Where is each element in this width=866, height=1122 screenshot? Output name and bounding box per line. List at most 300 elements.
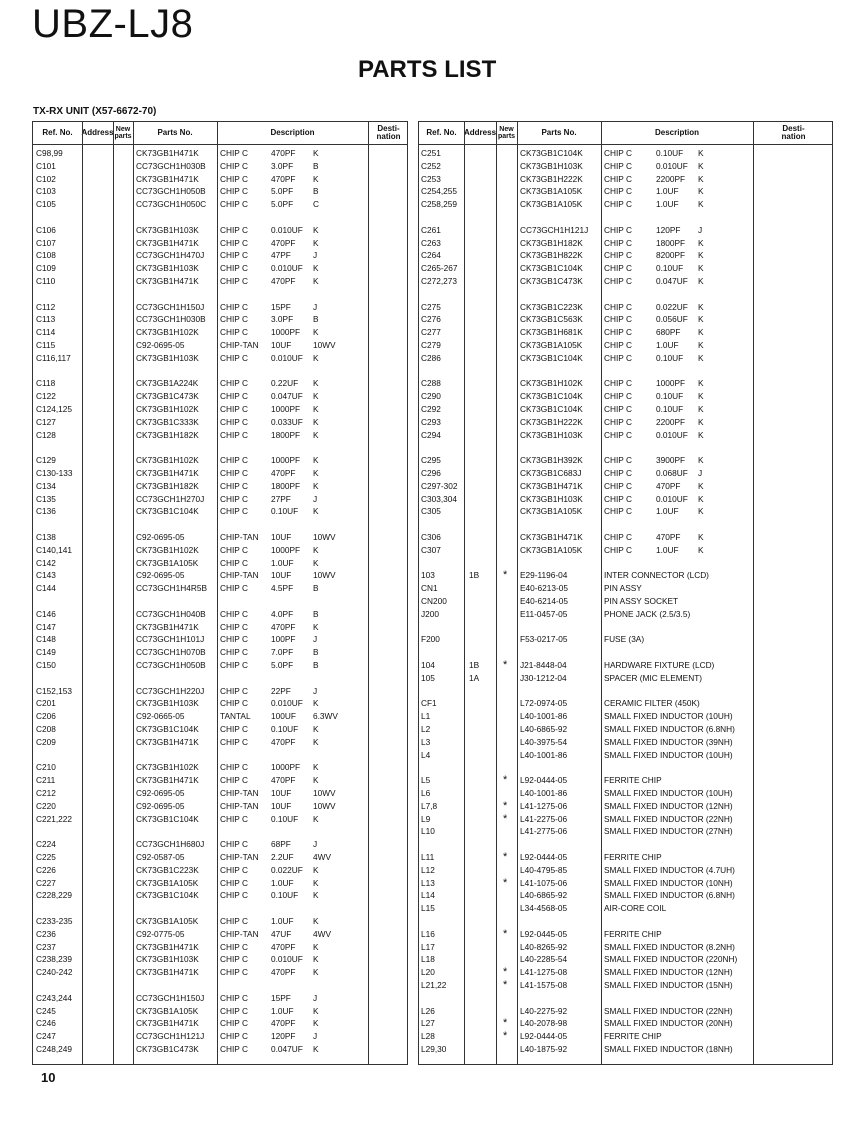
- table-row: [419, 659, 832, 672]
- parts-no: CK73GB1H103K: [520, 160, 583, 171]
- table-row: [419, 326, 832, 339]
- table-row: [33, 633, 407, 646]
- table-row: [419, 198, 832, 211]
- ref-no: C224: [36, 839, 56, 850]
- description: CHIP C: [220, 263, 248, 274]
- table-row: [419, 749, 832, 762]
- description: CHIP C: [220, 186, 248, 197]
- ref-no: C237: [36, 941, 56, 952]
- parts-no: C92-0587-05: [136, 852, 185, 862]
- parts-no: L40-1875-92: [520, 1044, 568, 1054]
- value: 5.0PF: [271, 199, 294, 210]
- tolerance: K: [313, 480, 319, 491]
- table-row: [419, 249, 832, 262]
- tolerance: 10WV: [313, 570, 336, 581]
- description: CHIP-TAN: [220, 928, 259, 939]
- parts-no: C92-0695-05: [136, 788, 185, 798]
- value: 0.047UF: [271, 391, 303, 402]
- table-row: [419, 390, 832, 403]
- table-row: [419, 1030, 832, 1043]
- value: 1.0UF: [656, 186, 679, 197]
- ref-no: C272,273: [421, 276, 457, 286]
- table-row: [419, 979, 832, 992]
- parts-no: CK73GB1A105K: [520, 544, 583, 555]
- value: 470PF: [271, 468, 296, 478]
- description: CHIP C: [220, 660, 248, 670]
- ref-no: L17: [421, 941, 435, 952]
- ref-no: L14: [421, 890, 435, 901]
- tolerance: K: [313, 416, 319, 427]
- value: 2200PF: [656, 173, 686, 184]
- table-row: [33, 224, 407, 237]
- parts-no: CK73GB1H392K: [520, 455, 583, 466]
- parts-no: CC73GCH1H050B: [136, 186, 206, 197]
- table-row: [33, 723, 407, 736]
- value: 470PF: [271, 621, 296, 632]
- description: CHIP C: [220, 544, 248, 555]
- ref-no: L9: [421, 813, 431, 824]
- tolerance: K: [313, 967, 319, 978]
- description: CHIP-TAN: [220, 788, 259, 798]
- parts-no: CC73GCH1H4R5B: [136, 583, 208, 594]
- parts-no: CK73GB1C104K: [136, 506, 199, 517]
- ref-no: C148: [36, 634, 56, 645]
- tolerance: C: [313, 199, 319, 210]
- table-row: [33, 326, 407, 339]
- table-row: [33, 416, 407, 429]
- description: CHIP C: [220, 647, 248, 658]
- parts-no: CK73GB1H471K: [520, 480, 583, 491]
- table-row: [419, 275, 832, 288]
- table-row: [419, 825, 832, 838]
- ref-no: C147: [36, 621, 56, 632]
- tolerance: K: [698, 173, 704, 184]
- parts-no: L40-2078-98: [520, 1018, 568, 1029]
- address: 1B: [469, 570, 480, 581]
- parts-no: F53-0217-05: [520, 634, 568, 645]
- value: 470PF: [271, 148, 296, 158]
- parts-no: CK73GB1A105K: [136, 557, 199, 568]
- ref-no: C127: [36, 416, 56, 427]
- table-row: [419, 1017, 832, 1030]
- col-ref-no: Ref. No.: [42, 128, 73, 137]
- description: CHIP C: [220, 1005, 248, 1016]
- table-row: [33, 1005, 407, 1018]
- ref-no: L26: [421, 1005, 435, 1016]
- ref-no: C295: [421, 455, 441, 466]
- table-row: [33, 249, 407, 262]
- ref-no: C110: [36, 276, 56, 286]
- new-part-mark: *: [503, 774, 508, 787]
- parts-no: L40-3975-54: [520, 736, 568, 747]
- value: 0.10UF: [656, 391, 684, 402]
- ref-no: C253: [421, 173, 441, 184]
- description: CHIP C: [604, 276, 632, 286]
- parts-no: CC73GCH1H150J: [136, 992, 205, 1003]
- tolerance: K: [313, 327, 319, 338]
- description: CHIP C: [604, 468, 632, 478]
- description: CHIP C: [220, 148, 248, 158]
- table-row: [419, 736, 832, 749]
- value: 1.0UF: [656, 340, 679, 350]
- parts-no: L34-4568-05: [520, 903, 568, 914]
- parts-no: CK73GB1H102K: [136, 762, 199, 773]
- table-row: [419, 1005, 832, 1018]
- parts-no: CC73GCH1H121J: [136, 1031, 205, 1042]
- description: CHIP C: [220, 557, 248, 568]
- value: 3.0PF: [271, 314, 294, 325]
- ref-no: C107: [36, 237, 56, 248]
- description: CHIP C: [604, 250, 632, 261]
- description: CHIP C: [604, 429, 632, 440]
- table-row: [419, 467, 832, 480]
- ref-no: C221,222: [36, 813, 72, 824]
- description: CHIP C: [220, 237, 248, 248]
- ref-no: C246: [36, 1018, 56, 1029]
- table-row: [419, 569, 832, 582]
- ref-no: L2: [421, 724, 431, 734]
- table-row: [33, 621, 407, 634]
- parts-no: C92-0775-05: [136, 928, 185, 939]
- col-new-parts: New parts: [497, 126, 516, 140]
- ref-no: C243,244: [36, 992, 72, 1003]
- description: CHIP C: [220, 608, 248, 619]
- ref-no: C115: [36, 340, 56, 350]
- table-row: [419, 480, 832, 493]
- col-destination: Desti- nation: [781, 124, 806, 141]
- tolerance: K: [698, 314, 704, 325]
- ref-no: CN1: [421, 583, 438, 594]
- ref-no: C220: [36, 800, 56, 811]
- ref-no: C238,239: [36, 954, 72, 965]
- description: PHONE JACK (2.5/3.5): [604, 608, 691, 619]
- value: 470PF: [271, 1018, 296, 1029]
- table-row: [419, 902, 832, 915]
- tolerance: K: [698, 160, 704, 171]
- parts-no: L41-1575-08: [520, 980, 568, 990]
- tolerance: K: [313, 455, 319, 466]
- new-part-mark: *: [503, 966, 508, 979]
- description: CHIP C: [604, 186, 632, 197]
- ref-no: C146: [36, 608, 56, 619]
- description: SMALL FIXED INDUCTOR (18NH): [604, 1044, 733, 1054]
- ref-no: C296: [421, 468, 441, 478]
- parts-no: E40-6214-05: [520, 596, 568, 606]
- description: CHIP C: [604, 199, 632, 210]
- ref-no: L3: [421, 736, 431, 747]
- table-row: [33, 557, 407, 570]
- ref-no: C211: [36, 775, 56, 786]
- table-row: [33, 147, 407, 160]
- table-row: [33, 800, 407, 813]
- ref-no: F200: [421, 634, 440, 645]
- tolerance: K: [698, 455, 704, 466]
- description: CHIP C: [220, 941, 248, 952]
- parts-no: CK73GB1H471K: [136, 173, 199, 184]
- parts-no: CK73GB1C683J: [520, 468, 582, 478]
- description: CHIP C: [604, 404, 632, 414]
- parts-no: CK73GB1H102K: [136, 544, 199, 555]
- value: 27PF: [271, 493, 291, 504]
- description: CHIP C: [220, 916, 248, 926]
- ref-no: J200: [421, 608, 439, 619]
- description: CHIP C: [220, 813, 248, 824]
- ref-no: C210: [36, 762, 56, 773]
- ref-no: C297-302: [421, 480, 458, 491]
- table-row: [419, 185, 832, 198]
- tolerance: J: [313, 250, 318, 261]
- value: 22PF: [271, 685, 291, 696]
- description: SMALL FIXED INDUCTOR (10UH): [604, 711, 733, 722]
- value: 100UF: [271, 711, 296, 722]
- parts-no: CC73GCH1H030B: [136, 314, 206, 325]
- ref-no: C124,125: [36, 404, 72, 414]
- table-row: [419, 352, 832, 365]
- table-row: [33, 966, 407, 979]
- tolerance: K: [313, 1005, 319, 1016]
- parts-no: C92-0695-05: [136, 800, 185, 811]
- table-row: [419, 531, 832, 544]
- description: SMALL FIXED INDUCTOR (6.8NH): [604, 890, 735, 901]
- description: CHIP C: [220, 506, 248, 517]
- parts-no: L40-2285-54: [520, 954, 568, 965]
- tolerance: K: [698, 340, 704, 350]
- value: 1000PF: [271, 544, 301, 555]
- ref-no: C306: [421, 532, 441, 542]
- ref-no: C258,259: [421, 199, 457, 210]
- description: CHIP C: [604, 480, 632, 491]
- ref-no: CF1: [421, 698, 437, 709]
- parts-no: E11-0457-05: [520, 608, 568, 619]
- description: CHIP C: [220, 967, 248, 978]
- tolerance: K: [698, 391, 704, 402]
- value: 0.10UF: [656, 404, 684, 414]
- model-name: UBZ-LJ8: [32, 2, 194, 46]
- description: AIR-CORE COIL: [604, 903, 667, 914]
- description: CHIP C: [220, 301, 248, 312]
- description: SMALL FIXED INDUCTOR (10UH): [604, 749, 733, 760]
- description: CHIP C: [604, 544, 632, 555]
- ref-no: C122: [36, 391, 56, 402]
- description: CHIP C: [220, 173, 248, 184]
- table-row: [419, 953, 832, 966]
- ref-no: C286: [421, 352, 441, 363]
- value: 3900PF: [656, 455, 686, 466]
- tolerance: 4WV: [313, 928, 331, 939]
- tolerance: K: [698, 199, 704, 210]
- new-part-mark: *: [503, 812, 508, 825]
- ref-no: C138: [36, 532, 56, 542]
- table-row: [419, 582, 832, 595]
- table-row: [419, 544, 832, 557]
- ref-no: C303,304: [421, 493, 457, 504]
- value: 0.033UF: [271, 416, 303, 427]
- tolerance: K: [313, 224, 319, 235]
- parts-no: CK73GB1C104K: [520, 404, 583, 414]
- ref-no: C208: [36, 724, 56, 734]
- description: CHIP C: [220, 736, 248, 747]
- parts-no: CK73GB1H471K: [136, 237, 199, 248]
- value: 0.10UF: [271, 724, 299, 734]
- unit-label: TX-RX UNIT (X57-6672-70): [33, 106, 157, 117]
- value: 100PF: [271, 634, 296, 645]
- table-row: [419, 608, 832, 621]
- parts-no: CK73GB1C473K: [136, 391, 199, 402]
- parts-no: CK73GB1C473K: [136, 1044, 199, 1054]
- tolerance: K: [698, 544, 704, 555]
- table-row: [33, 608, 407, 621]
- table-row: [419, 774, 832, 787]
- tolerance: B: [313, 660, 319, 670]
- description: SMALL FIXED INDUCTOR (10NH): [604, 877, 733, 888]
- description: CHIP C: [220, 455, 248, 466]
- table-row: [33, 429, 407, 442]
- tolerance: 10WV: [313, 788, 336, 798]
- tolerance: B: [313, 647, 319, 658]
- description: CHIP-TAN: [220, 800, 259, 811]
- table-row: [419, 928, 832, 941]
- description: CHIP C: [220, 685, 248, 696]
- parts-no: CK73GB1C333K: [136, 416, 199, 427]
- description: CHIP C: [604, 314, 632, 325]
- description: CHIP C: [604, 352, 632, 363]
- value: 10UF: [271, 340, 292, 350]
- ref-no: L16: [421, 928, 435, 939]
- tolerance: K: [698, 480, 704, 491]
- tolerance: K: [313, 391, 319, 402]
- value: 0.010UF: [271, 698, 303, 709]
- value: 470PF: [656, 480, 681, 491]
- parts-no: J30-1212-04: [520, 672, 567, 683]
- table-row: [419, 723, 832, 736]
- value: 470PF: [271, 941, 296, 952]
- table-row: [33, 659, 407, 672]
- ref-no: 103: [421, 570, 435, 581]
- new-part-mark: *: [503, 659, 508, 671]
- ref-no: C240-242: [36, 967, 73, 978]
- tolerance: K: [313, 724, 319, 734]
- parts-no: CK73GB1A105K: [520, 340, 583, 350]
- ref-no: C288: [421, 378, 441, 389]
- value: 0.10UF: [656, 352, 684, 363]
- tolerance: K: [313, 378, 319, 389]
- table-row: [419, 147, 832, 160]
- tolerance: K: [313, 506, 319, 517]
- ref-no: C152,153: [36, 685, 72, 696]
- value: 0.010UF: [271, 224, 303, 235]
- value: 120PF: [656, 224, 681, 235]
- col-address: Address: [464, 128, 497, 137]
- table-row: [419, 800, 832, 813]
- tolerance: K: [313, 173, 319, 184]
- tolerance: K: [698, 506, 704, 517]
- parts-no: L41-1075-06: [520, 877, 568, 888]
- ref-no: L10: [421, 826, 435, 837]
- parts-no: CC73GCH1H220J: [136, 685, 205, 696]
- table-row: [419, 864, 832, 877]
- ref-no: C261: [421, 224, 441, 235]
- new-part-mark: *: [503, 851, 508, 863]
- parts-no: CK73GB1H103K: [136, 224, 199, 235]
- ref-no: C140,141: [36, 544, 72, 555]
- ref-no: L20: [421, 967, 435, 978]
- value: 1000PF: [271, 762, 301, 773]
- table-row: [33, 339, 407, 352]
- table-row: [33, 851, 407, 864]
- tolerance: 6.3WV: [313, 711, 338, 722]
- parts-no: L40-1001-86: [520, 749, 568, 760]
- value: 68PF: [271, 839, 291, 850]
- ref-no: C212: [36, 788, 56, 798]
- table-row: [33, 992, 407, 1005]
- table-row: [33, 1043, 407, 1056]
- ref-no: C102: [36, 173, 56, 184]
- value: 10UF: [271, 532, 292, 542]
- value: 1.0UF: [656, 544, 679, 555]
- table-row: [33, 237, 407, 250]
- ref-no: C128: [36, 429, 56, 440]
- value: 2200PF: [656, 416, 686, 427]
- tolerance: K: [313, 429, 319, 440]
- parts-no: C92-0695-05: [136, 570, 185, 581]
- ref-no: C108: [36, 250, 56, 261]
- table-row: [33, 685, 407, 698]
- ref-no: C245: [36, 1005, 56, 1016]
- ref-no: C118: [36, 378, 56, 389]
- table-row: [33, 787, 407, 800]
- ref-no: L27: [421, 1018, 435, 1029]
- table-row: [419, 403, 832, 416]
- value: 4.0PF: [271, 608, 294, 619]
- parts-no: CK73GB1H102K: [520, 378, 583, 389]
- parts-no: CK73GB1C104K: [520, 263, 583, 274]
- description: CHIP C: [220, 583, 248, 594]
- tolerance: K: [313, 404, 319, 414]
- page-number: 10: [41, 1070, 56, 1085]
- description: FERRITE CHIP: [604, 852, 662, 862]
- tolerance: B: [313, 583, 319, 594]
- tolerance: K: [313, 736, 319, 747]
- tolerance: K: [313, 762, 319, 773]
- description: CHIP C: [220, 1044, 248, 1054]
- parts-no: CK73GB1H681K: [520, 327, 583, 338]
- tolerance: K: [313, 954, 319, 965]
- parts-no: CK73GB1C104K: [520, 391, 583, 402]
- value: 1000PF: [271, 327, 301, 338]
- table-row: [33, 1017, 407, 1030]
- description: SMALL FIXED INDUCTOR (12NH): [604, 967, 733, 978]
- description: CHIP C: [220, 416, 248, 427]
- parts-no: CK73GB1H822K: [520, 250, 583, 261]
- value: 470PF: [271, 736, 296, 747]
- value: 470PF: [271, 173, 296, 184]
- description: CHIP C: [220, 762, 248, 773]
- description: CHIP C: [220, 327, 248, 338]
- table-row: [419, 941, 832, 954]
- ref-no: C143: [36, 570, 56, 581]
- table-row: [419, 237, 832, 250]
- description: CHIP C: [220, 1018, 248, 1029]
- description: FUSE (3A): [604, 634, 645, 645]
- ref-no: C136: [36, 506, 56, 517]
- parts-no: CK73GB1H102K: [136, 327, 199, 338]
- tolerance: K: [698, 378, 704, 389]
- value: 1800PF: [271, 480, 301, 491]
- table-row: [33, 646, 407, 659]
- description: CHIP-TAN: [220, 570, 259, 581]
- ref-no: C109: [36, 263, 56, 274]
- parts-no: CC73GCH1H050C: [136, 199, 207, 210]
